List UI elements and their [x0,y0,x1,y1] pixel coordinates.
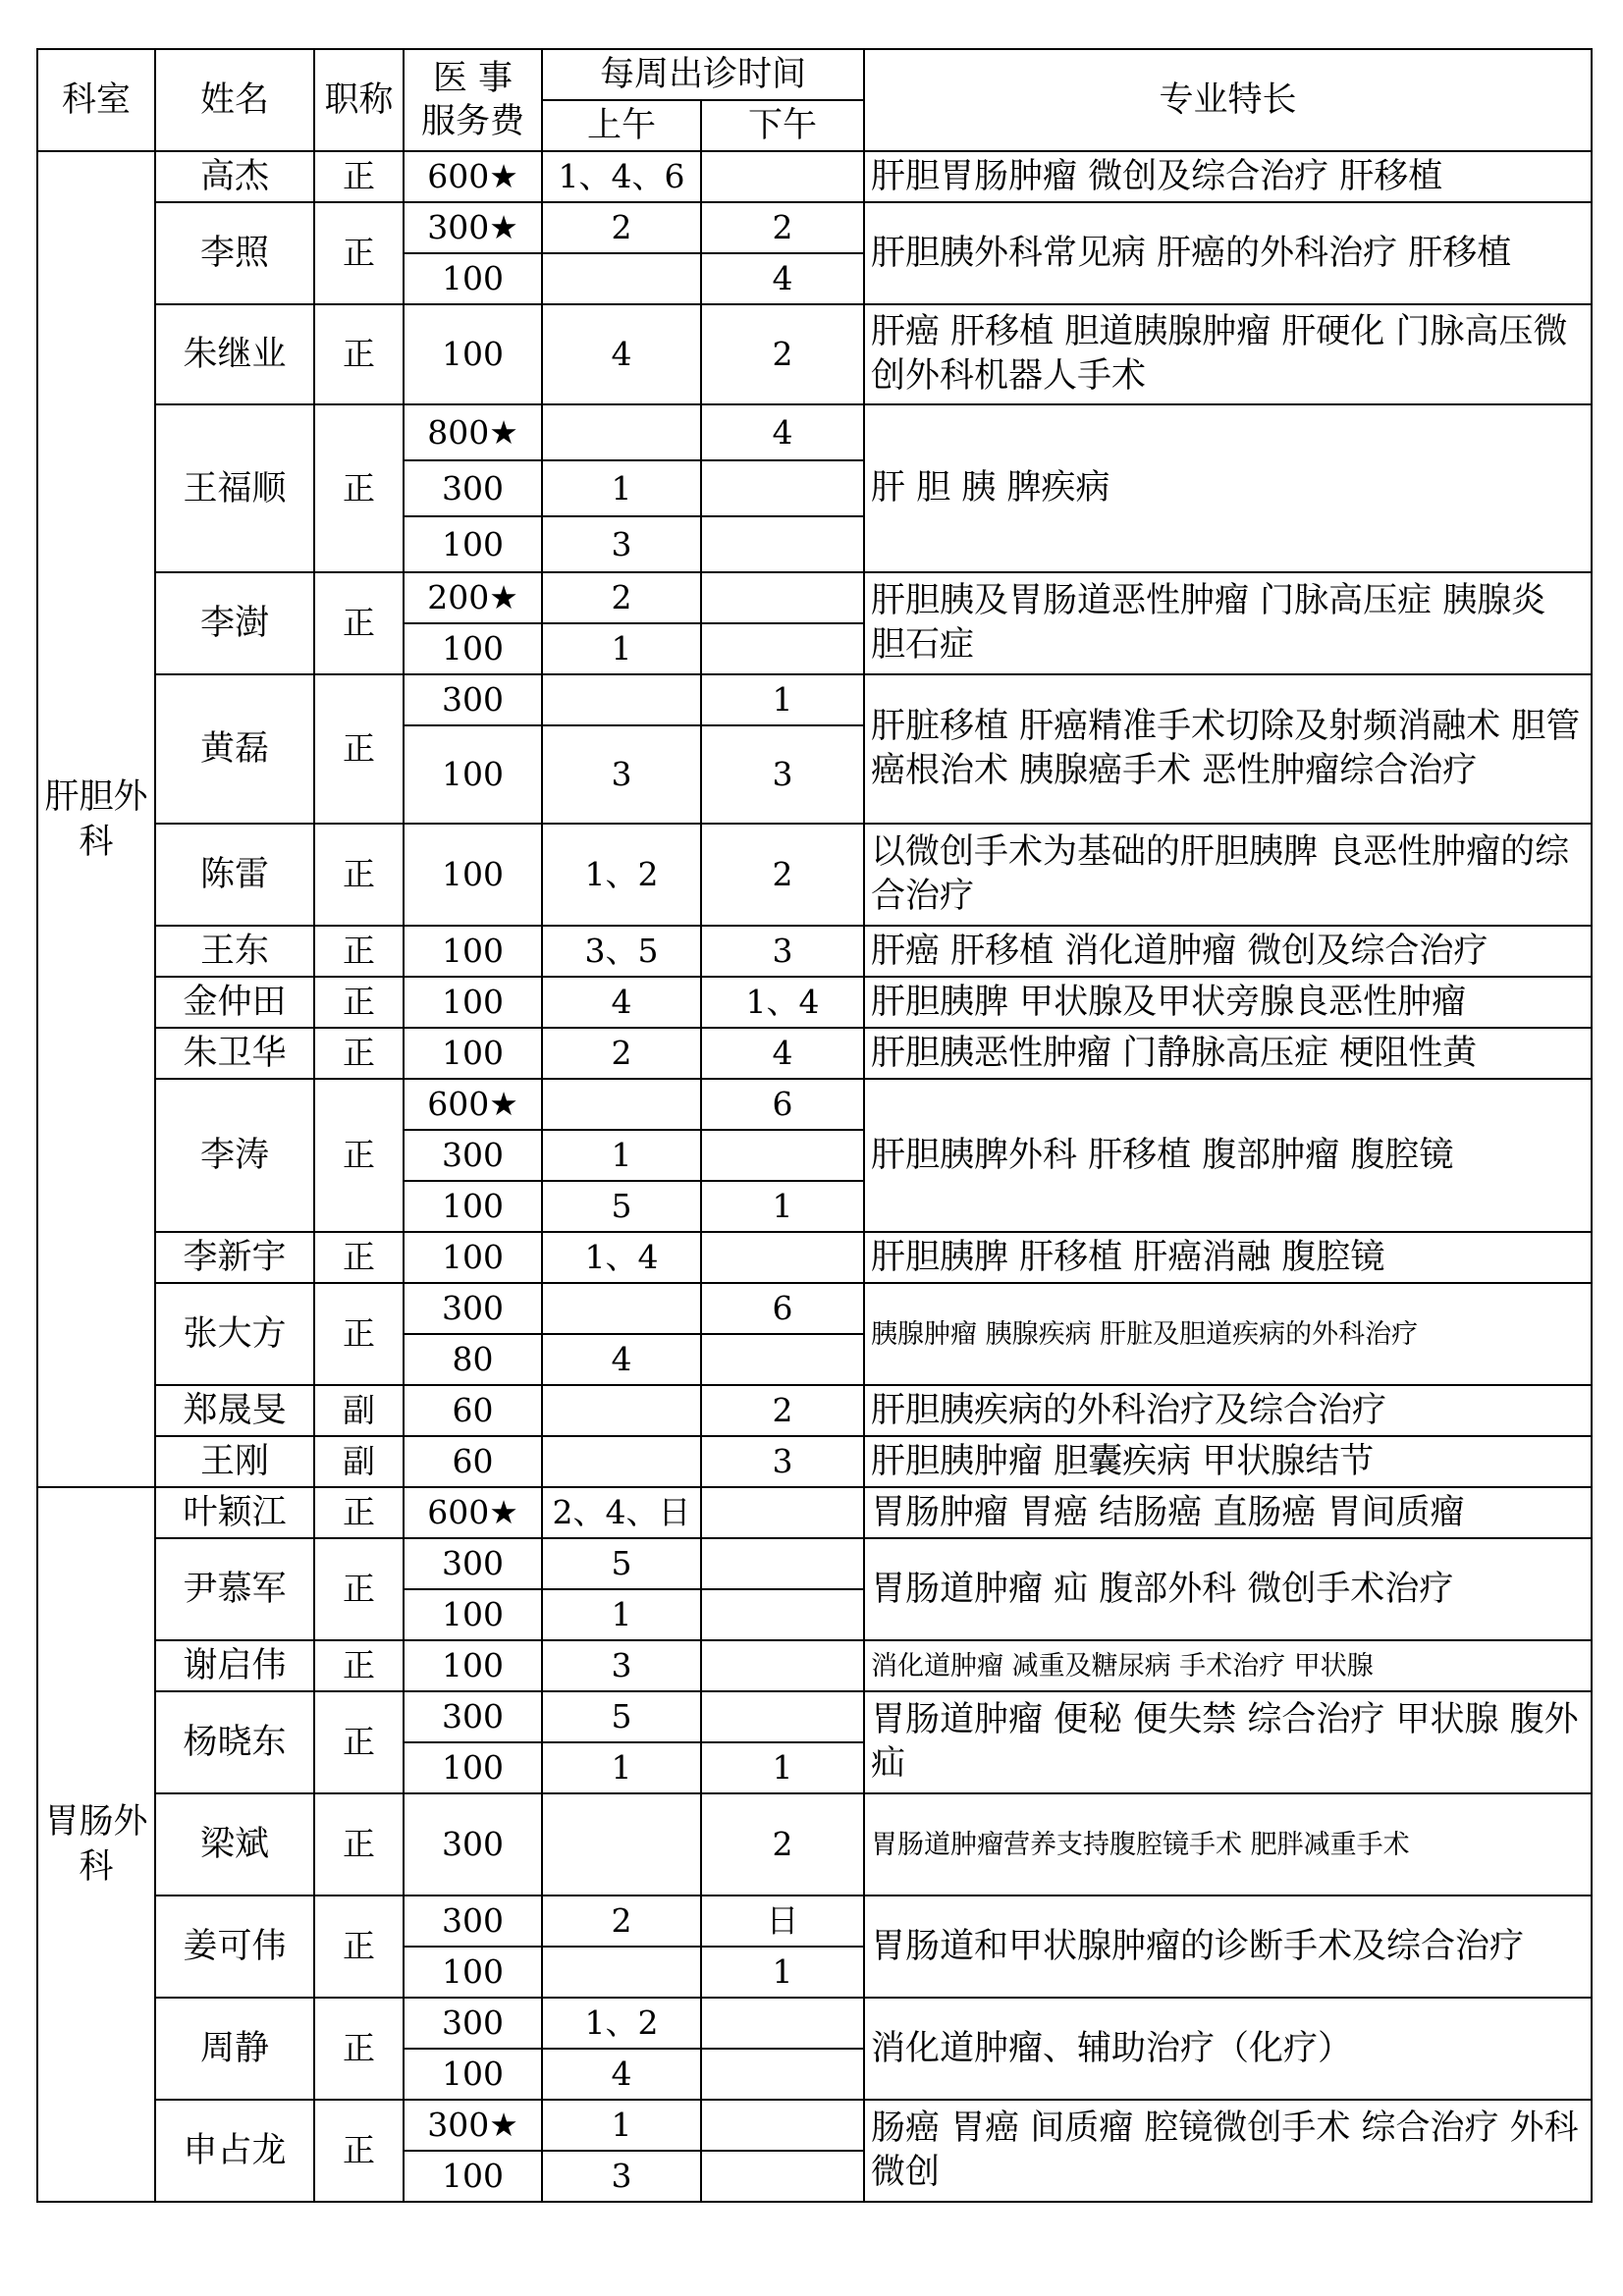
doctor-name: 王刚 [155,1436,314,1487]
table-row [37,1793,1592,1896]
doctor-title: 正 [314,1232,404,1283]
service-fee: 100 [404,516,542,572]
morning-clinic: 4 [542,1334,701,1385]
morning-clinic: 2 [542,1028,701,1079]
service-fee: 100 [404,253,542,304]
doctor-name: 谢启伟 [155,1640,314,1691]
table-row [37,1998,1592,2049]
doctor-title: 正 [314,674,404,824]
morning-clinic: 2 [542,1896,701,1947]
doctor-name: 尹慕军 [155,1538,314,1640]
service-fee: 100 [404,1947,542,1998]
afternoon-clinic: 3 [701,1436,864,1487]
doctor-specialty: 消化道肿瘤、辅助治疗（化疗） [864,1998,1592,2100]
morning-clinic: 1 [542,1742,701,1793]
afternoon-clinic: 3 [701,725,864,824]
table-row [37,1896,1592,1947]
service-fee: 100 [404,1232,542,1283]
table-row [37,1487,1592,1538]
doctor-specialty: 肝癌 肝移植 消化道肿瘤 微创及综合治疗 [864,926,1592,977]
doctor-specialty: 肝胆胰疾病的外科治疗及综合治疗 [864,1385,1592,1436]
doctor-specialty: 肝 胆 胰 脾疾病 [864,404,1592,572]
afternoon-clinic: 4 [701,1028,864,1079]
afternoon-clinic: 2 [701,304,864,404]
doctor-name: 黄磊 [155,674,314,824]
service-fee: 100 [404,1640,542,1691]
table-row [37,572,1592,623]
doctor-specialty: 肝癌 肝移植 胆道胰腺肿瘤 肝硬化 门脉高压微创外科机器人手术 [864,304,1592,404]
table-row [37,1028,1592,1079]
table-row [37,977,1592,1028]
morning-clinic: 4 [542,977,701,1028]
morning-clinic: 1 [542,623,701,674]
doctor-specialty: 消化道肿瘤 减重及糖尿病 手术治疗 甲状腺 [864,1640,1592,1691]
doctor-title: 正 [314,1538,404,1640]
doctor-title: 正 [314,404,404,572]
afternoon-clinic [701,2100,864,2151]
morning-clinic: 2 [542,202,701,253]
afternoon-clinic [701,1130,864,1181]
service-fee: 300 [404,1538,542,1589]
doctor-title: 正 [314,824,404,926]
table-row [37,2100,1592,2151]
service-fee: 300★ [404,202,542,253]
doctor-specialty: 肝胆胰脾外科 肝移植 腹部肿瘤 腹腔镜 [864,1079,1592,1232]
morning-clinic: 1、2 [542,1998,701,2049]
morning-clinic: 3 [542,2151,701,2202]
morning-clinic: 3 [542,725,701,824]
afternoon-clinic: 3 [701,926,864,977]
doctor-name: 高杰 [155,151,314,202]
morning-clinic: 1 [542,460,701,516]
service-fee: 100 [404,1742,542,1793]
doctor-specialty: 肝胆胃肠肿瘤 微创及综合治疗 肝移植 [864,151,1592,202]
morning-clinic [542,1436,701,1487]
doctor-title: 正 [314,1998,404,2100]
morning-clinic: 3、5 [542,926,701,977]
morning-clinic [542,674,701,725]
doctor-name: 李新宇 [155,1232,314,1283]
service-fee: 60 [404,1385,542,1436]
morning-clinic: 4 [542,304,701,404]
morning-clinic: 1、4 [542,1232,701,1283]
service-fee: 100 [404,2151,542,2202]
service-fee: 100 [404,2049,542,2100]
doctor-name: 金仲田 [155,977,314,1028]
morning-clinic: 4 [542,2049,701,2100]
afternoon-clinic: 2 [701,202,864,253]
morning-clinic [542,1793,701,1896]
doctor-specialty: 肝脏移植 肝癌精准手术切除及射频消融术 胆管癌根治术 胰腺癌手术 恶性肿瘤综合治疗 [864,674,1592,824]
afternoon-clinic: 2 [701,1793,864,1896]
morning-clinic [542,404,701,460]
doctor-title: 正 [314,1896,404,1998]
doctor-title: 正 [314,304,404,404]
afternoon-clinic [701,1232,864,1283]
morning-clinic: 5 [542,1181,701,1232]
doctor-name: 姜可伟 [155,1896,314,1998]
service-fee: 600★ [404,151,542,202]
service-fee: 300 [404,674,542,725]
afternoon-clinic [701,1487,864,1538]
doctor-name: 郑晟旻 [155,1385,314,1436]
morning-clinic [542,1079,701,1130]
service-fee: 200★ [404,572,542,623]
morning-clinic [542,1385,701,1436]
doctor-name: 朱继业 [155,304,314,404]
doctor-specialty: 肝胆胰脾 甲状腺及甲状旁腺良恶性肿瘤 [864,977,1592,1028]
afternoon-clinic [701,1640,864,1691]
doctor-name: 周静 [155,1998,314,2100]
doctor-specialty: 胃肠道和甲状腺肿瘤的诊断手术及综合治疗 [864,1896,1592,1998]
morning-clinic [542,1947,701,1998]
table-row [37,1385,1592,1436]
table-row [37,304,1592,404]
doctor-name: 梁斌 [155,1793,314,1896]
service-fee: 300 [404,1691,542,1742]
afternoon-clinic [701,2151,864,2202]
afternoon-clinic: 1 [701,1742,864,1793]
clinic-schedule-table [36,48,1593,2203]
schedule-sheet [36,48,1591,2203]
table-row [37,202,1592,253]
service-fee: 80 [404,1334,542,1385]
doctor-title: 正 [314,1793,404,1896]
morning-clinic: 2、4、日 [542,1487,701,1538]
afternoon-clinic: 1、4 [701,977,864,1028]
afternoon-clinic: 1 [701,1181,864,1232]
service-fee: 100 [404,977,542,1028]
afternoon-clinic [701,1998,864,2049]
service-fee: 100 [404,623,542,674]
service-fee: 100 [404,1181,542,1232]
service-fee: 100 [404,1589,542,1640]
morning-clinic: 1、4、6 [542,151,701,202]
morning-clinic: 5 [542,1538,701,1589]
service-fee: 300 [404,1130,542,1181]
doctor-specialty: 胰腺肿瘤 胰腺疾病 肝脏及胆道疾病的外科治疗 [864,1283,1592,1385]
table-row [37,1079,1592,1130]
doctor-name: 杨晓东 [155,1691,314,1793]
doctor-specialty: 胃肠道肿瘤 便秘 便失禁 综合治疗 甲状腺 腹外疝 [864,1691,1592,1793]
table-row [37,1640,1592,1691]
afternoon-clinic [701,2049,864,2100]
service-fee: 100 [404,725,542,824]
header-am: 上午 [542,100,701,151]
doctor-specialty: 肝胆胰外科常见病 肝癌的外科治疗 肝移植 [864,202,1592,304]
afternoon-clinic: 1 [701,674,864,725]
doctor-title: 正 [314,1283,404,1385]
doctor-name: 朱卫华 [155,1028,314,1079]
doctor-title: 副 [314,1436,404,1487]
doctor-title: 正 [314,151,404,202]
morning-clinic [542,1283,701,1334]
doctor-title: 正 [314,202,404,304]
doctor-name: 李澍 [155,572,314,674]
header-fee-line1: 医 事 [432,59,514,98]
morning-clinic: 1 [542,1589,701,1640]
afternoon-clinic [701,1589,864,1640]
service-fee: 300★ [404,2100,542,2151]
doctor-title: 正 [314,1640,404,1691]
doctor-name: 陈雷 [155,824,314,926]
afternoon-clinic: 6 [701,1079,864,1130]
doctor-title: 正 [314,1691,404,1793]
doctor-name: 王东 [155,926,314,977]
department-name: 肝胆外科 [37,151,155,1487]
table-row [37,1538,1592,1589]
service-fee: 100 [404,926,542,977]
doctor-title: 正 [314,1487,404,1538]
afternoon-clinic [701,516,864,572]
header-fee [404,49,542,151]
afternoon-clinic [701,1538,864,1589]
doctor-specialty: 肠癌 胃癌 间质瘤 腔镜微创手术 综合治疗 外科微创 [864,2100,1592,2202]
morning-clinic: 2 [542,572,701,623]
service-fee: 600★ [404,1487,542,1538]
morning-clinic: 3 [542,516,701,572]
morning-clinic [542,253,701,304]
doctor-name: 王福顺 [155,404,314,572]
doctor-name: 李照 [155,202,314,304]
doctor-specialty: 肝胆胰肿瘤 胆囊疾病 甲状腺结节 [864,1436,1592,1487]
service-fee: 100 [404,304,542,404]
header-specialty: 专业特长 [864,49,1592,151]
department-name: 胃肠外科 [37,1487,155,2202]
afternoon-clinic [701,623,864,674]
afternoon-clinic: 2 [701,824,864,926]
service-fee: 300 [404,1896,542,1947]
doctor-specialty: 胃肠道肿瘤 疝 腹部外科 微创手术治疗 [864,1538,1592,1640]
doctor-specialty: 以微创手术为基础的肝胆胰脾 良恶性肿瘤的综合治疗 [864,824,1592,926]
service-fee: 300 [404,1283,542,1334]
header-dept: 科室 [37,49,155,151]
doctor-name: 申占龙 [155,2100,314,2202]
afternoon-clinic [701,151,864,202]
afternoon-clinic [701,572,864,623]
doctor-specialty: 肝胆胰脾 肝移植 肝癌消融 腹腔镜 [864,1232,1592,1283]
afternoon-clinic: 1 [701,1947,864,1998]
service-fee: 600★ [404,1079,542,1130]
header-name: 姓名 [155,49,314,151]
doctor-specialty: 胃肠道肿瘤营养支持腹腔镜手术 肥胖减重手术 [864,1793,1592,1896]
header-row-1 [37,49,1592,100]
table-row [37,151,1592,202]
header-pm: 下午 [701,100,864,151]
table-row [37,1436,1592,1487]
doctor-title: 副 [314,1385,404,1436]
afternoon-clinic [701,1334,864,1385]
service-fee: 300 [404,1793,542,1896]
doctor-specialty: 胃肠肿瘤 胃癌 结肠癌 直肠癌 胃间质瘤 [864,1487,1592,1538]
header-title: 职称 [314,49,404,151]
afternoon-clinic: 2 [701,1385,864,1436]
header-clinic-time: 每周出诊时间 [542,49,864,100]
morning-clinic: 5 [542,1691,701,1742]
doctor-name: 李涛 [155,1079,314,1232]
service-fee: 60 [404,1436,542,1487]
doctor-title: 正 [314,1028,404,1079]
table-row [37,674,1592,725]
morning-clinic: 1 [542,1130,701,1181]
service-fee: 800★ [404,404,542,460]
doctor-specialty: 肝胆胰恶性肿瘤 门静脉高压症 梗阻性黄 [864,1028,1592,1079]
doctor-title: 正 [314,926,404,977]
service-fee: 100 [404,1028,542,1079]
afternoon-clinic: 4 [701,253,864,304]
table-row [37,926,1592,977]
table-row [37,1283,1592,1334]
doctor-title: 正 [314,572,404,674]
service-fee: 100 [404,824,542,926]
afternoon-clinic [701,460,864,516]
afternoon-clinic: 6 [701,1283,864,1334]
morning-clinic: 1 [542,2100,701,2151]
doctor-name: 张大方 [155,1283,314,1385]
service-fee: 300 [404,460,542,516]
doctor-title: 正 [314,977,404,1028]
header-fee-line2: 服务费 [420,102,524,141]
afternoon-clinic [701,1691,864,1742]
table-row [37,824,1592,926]
doctor-specialty: 肝胆胰及胃肠道恶性肿瘤 门脉高压症 胰腺炎 胆石症 [864,572,1592,674]
table-row [37,1232,1592,1283]
table-row [37,404,1592,460]
morning-clinic: 3 [542,1640,701,1691]
afternoon-clinic: 4 [701,404,864,460]
afternoon-clinic: 日 [701,1896,864,1947]
doctor-title: 正 [314,2100,404,2202]
service-fee: 300 [404,1998,542,2049]
doctor-title: 正 [314,1079,404,1232]
doctor-name: 叶颖江 [155,1487,314,1538]
table-row [37,1691,1592,1742]
morning-clinic: 1、2 [542,824,701,926]
